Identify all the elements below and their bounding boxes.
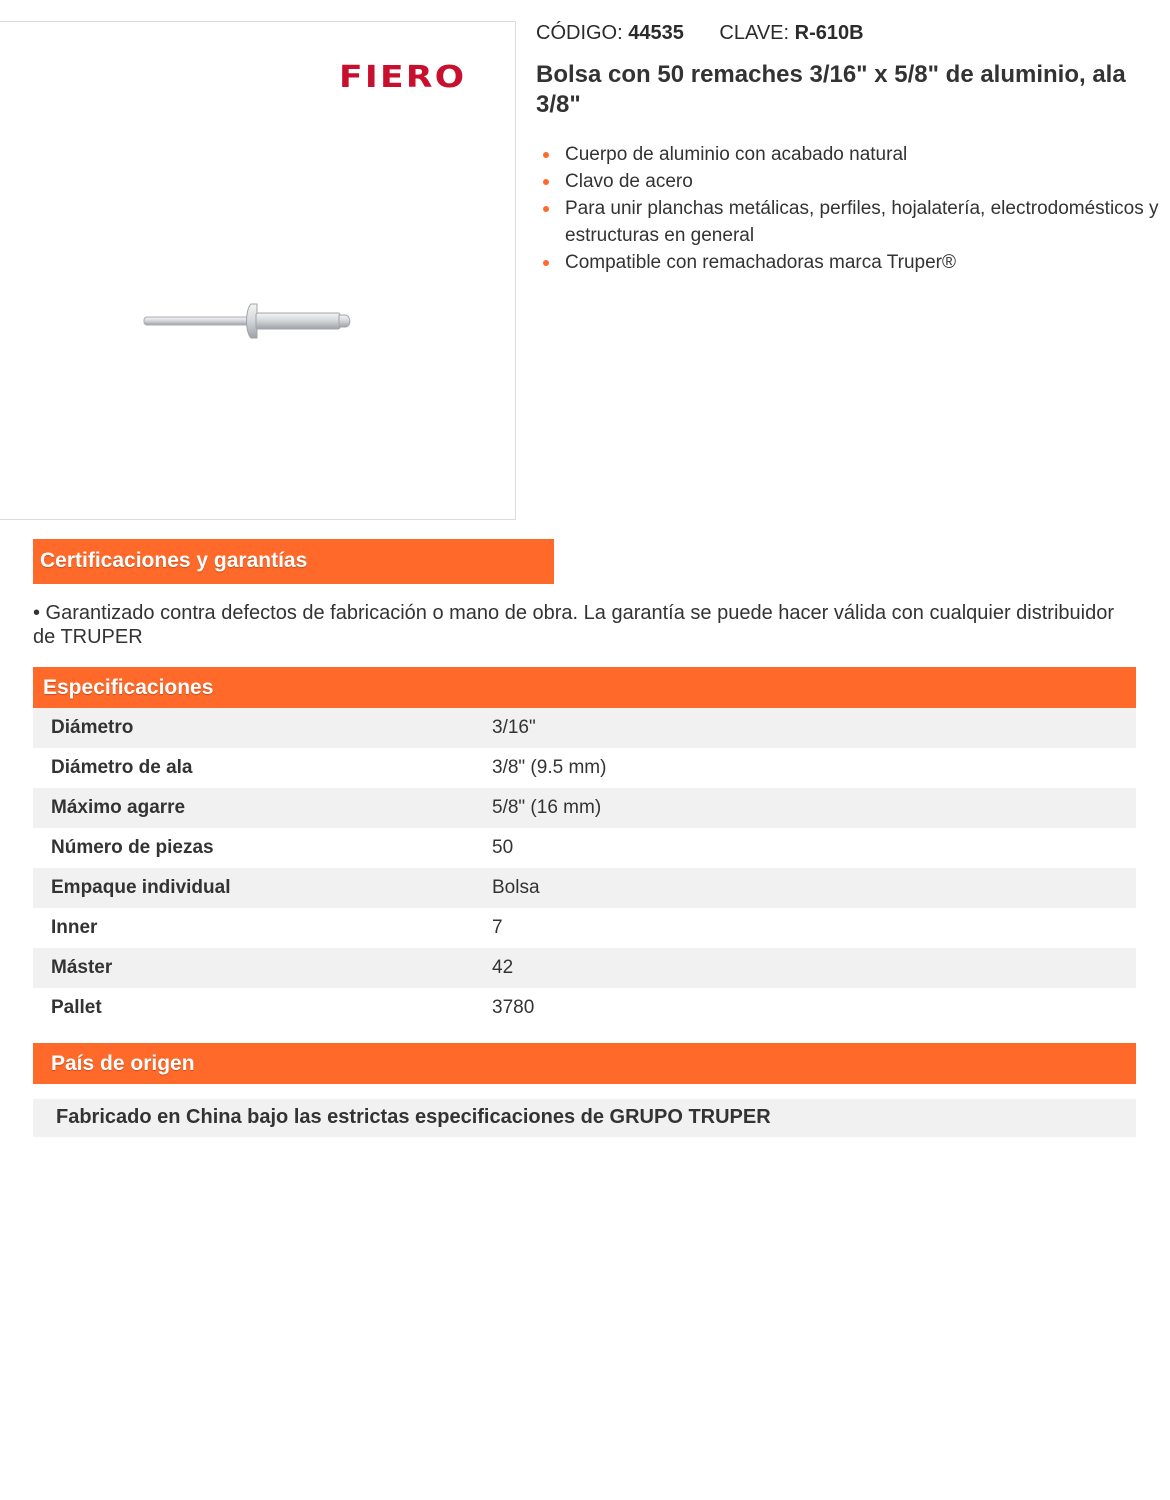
specifications-table bbox=[33, 708, 1136, 1028]
spec-key: Máximo agarre bbox=[33, 788, 492, 828]
certifications-heading: Certificaciones y garantías bbox=[33, 539, 554, 584]
spec-value: 50 bbox=[492, 837, 514, 858]
clave-label: CLAVE: bbox=[719, 22, 790, 44]
spec-value: 3/16" bbox=[492, 708, 1136, 748]
spec-value: 7 bbox=[492, 917, 503, 938]
codigo-label: CÓDIGO: bbox=[536, 22, 623, 44]
product-codes bbox=[536, 22, 864, 45]
origin-text: Fabricado en China bajo las estrictas especificaciones de GRUPO TRUPER bbox=[33, 1099, 1136, 1137]
spec-value: 42 bbox=[492, 948, 1136, 988]
feature-list bbox=[536, 141, 1166, 276]
table-row bbox=[33, 708, 1136, 748]
spec-key: Empaque individual bbox=[33, 868, 492, 908]
spec-key: Diámetro de ala bbox=[51, 757, 193, 778]
table-row bbox=[33, 948, 1136, 988]
spec-value: Bolsa bbox=[492, 868, 1136, 908]
origin-heading: País de origen bbox=[33, 1043, 1136, 1084]
feature-item: Para unir planchas metálicas, perfiles, hojalatería, electrodomésticos y estructuras en general bbox=[536, 195, 1166, 249]
spec-key: Pallet bbox=[51, 997, 102, 1018]
table-row bbox=[33, 748, 1136, 788]
codigo-value: 44535 bbox=[628, 22, 684, 44]
feature-item: Cuerpo de aluminio con acabado natural bbox=[536, 141, 1166, 168]
spec-value: 3780 bbox=[492, 997, 535, 1018]
warranty-text: • Garantizado contra defectos de fabricación o mano de obra. La garantía se puede hacer válida con cualquier distribuidor de TRUPER bbox=[33, 602, 1115, 648]
spec-key: Inner bbox=[51, 917, 98, 938]
product-title: Bolsa con 50 remaches 3/16" x 5/8" de aluminio, ala 3/8" bbox=[536, 61, 1126, 118]
clave-value: R-610B bbox=[794, 22, 864, 44]
table-row bbox=[33, 788, 1136, 828]
feature-item: Compatible con remachadoras marca Truper® bbox=[536, 249, 1166, 276]
spec-key: Máster bbox=[33, 948, 492, 988]
table-row bbox=[33, 868, 1136, 908]
feature-item: Clavo de acero bbox=[536, 168, 1166, 195]
spec-value: 5/8" (16 mm) bbox=[492, 788, 1136, 828]
specifications-heading: Especificaciones bbox=[33, 667, 1136, 708]
rivet-image bbox=[139, 300, 359, 344]
table-row bbox=[33, 828, 1136, 868]
spec-key: Diámetro bbox=[33, 708, 492, 748]
table-row bbox=[33, 908, 1136, 948]
product-image-panel bbox=[0, 21, 516, 520]
spec-key: Número de piezas bbox=[51, 837, 214, 858]
spec-value: 3/8" (9.5 mm) bbox=[492, 757, 607, 778]
brand-logo: FIERO bbox=[339, 60, 467, 95]
table-row bbox=[33, 988, 1136, 1028]
